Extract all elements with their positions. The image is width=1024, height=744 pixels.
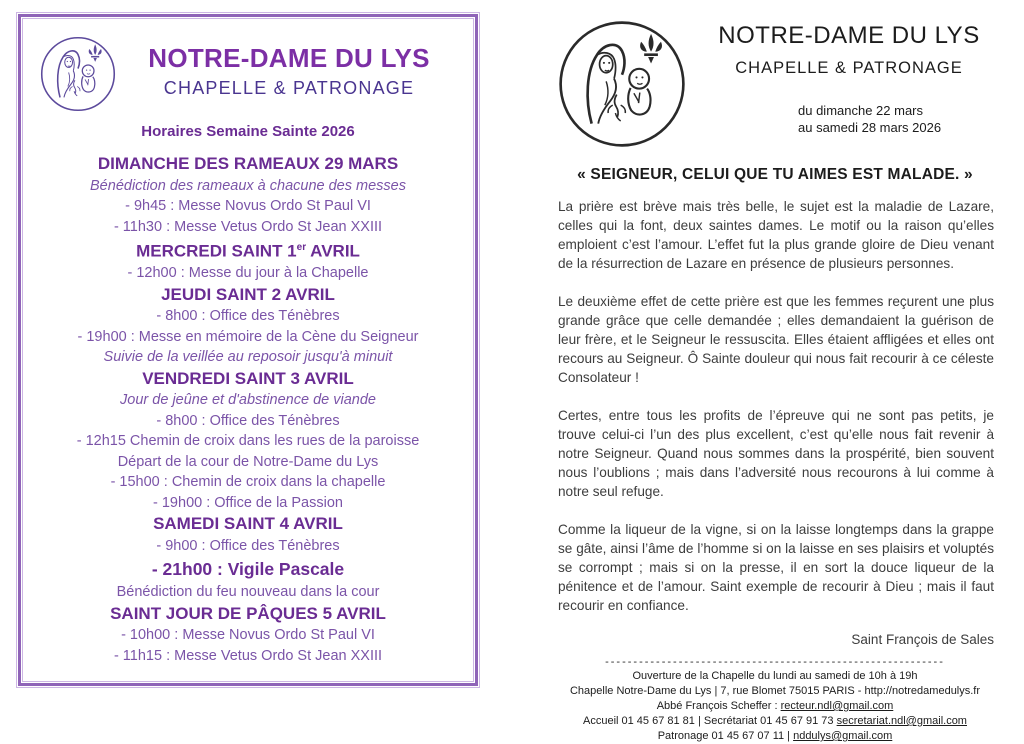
right-page-header bbox=[540, 8, 1010, 150]
schedule-row: Bénédiction des rameaux à chacune des messes bbox=[90, 177, 406, 194]
left-title-block bbox=[117, 35, 461, 99]
body-paragraph: La prière est brève mais très belle, le sujet est la maladie de Lazare, celles qui la font, deux saintes dames. Le motif ou la raison qu’elles emploient c’est l’amour. L’effet fut la plus grande gloire de Dieu venant de la résurrection de Lazare en présence de plusieurs personnes. bbox=[558, 199, 994, 271]
body-paragraph: Le deuxième effet de cette prière est que les femmes reçurent une plus grande grâce que celle demandée ; elles demandaient la guérison de leur frère, et le Seigneur le ressuscita. Elles étaient affligées et elles ont recours au Seigneur. Ô Sainte douleur qui nous fait recourir à ce céleste Consolateur ! bbox=[558, 294, 994, 385]
email-link[interactable]: recteur.ndl@gmail.com bbox=[780, 700, 894, 712]
schedule-row: MERCREDI SAINT 1er AVRIL bbox=[136, 241, 360, 261]
footer-text: Abbé François Scheffer : bbox=[656, 700, 781, 712]
right-title-block bbox=[688, 8, 1010, 136]
footer-text: Accueil 01 45 67 81 81 | Secrétariat 01 45 67 91 73 bbox=[583, 715, 837, 727]
date-line-2: au samedi 28 mars 2026 bbox=[798, 120, 942, 135]
schedule-row: SAMEDI SAINT 4 AVRIL bbox=[153, 514, 343, 534]
schedule-row: Départ de la cour de Notre-Dame du Lys bbox=[117, 453, 379, 470]
right-body bbox=[558, 197, 994, 615]
schedule-row: - 10h00 : Messe Novus Ordo St Paul VI bbox=[121, 627, 375, 644]
schedule-row: - 9h00 : Office des Ténèbres bbox=[156, 537, 340, 554]
schedule-row: - 8h00 : Office des Ténèbres bbox=[156, 308, 340, 325]
left-page bbox=[18, 14, 478, 686]
schedule-row: - 8h00 : Office des Ténèbres bbox=[156, 412, 340, 429]
right-page bbox=[540, 8, 1010, 742]
footer-line bbox=[540, 714, 1010, 729]
schedule-row: - 11h30 : Messe Vetus Ordo St Jean XXIII bbox=[113, 218, 383, 235]
schedule-row: Bénédiction du feu nouveau dans la cour bbox=[116, 584, 380, 601]
email-link[interactable]: nddulys@gmail.com bbox=[793, 730, 893, 742]
body-paragraph: Certes, entre tous les profits de l’épreuve qui ne sont pas petits, je trouve celui-ci l’un des plus excellent, c’est qu’elle nous fait revenir à notre Seigneur. Quand nous sommes dans la prospérité, bien souvent nous l’oublions ; mais dans l’adversité nous recourons à lui comme à notre seul refuge. bbox=[558, 408, 994, 499]
left-page-subtitle: CHAPELLE & PATRONAGE bbox=[163, 78, 415, 98]
right-page-title: NOTRE-DAME DU LYS bbox=[718, 22, 980, 49]
notre-dame-du-lys-logo-icon bbox=[556, 18, 688, 150]
footer-text: Patronage 01 45 67 07 11 | bbox=[657, 730, 794, 742]
schedule-row: - 19h00 : Messe en mémoire de la Cène du Seigneur bbox=[77, 328, 419, 345]
footer-line bbox=[540, 684, 1010, 699]
schedule-row: Suivie de la veillée au reposoir jusqu'à minuit bbox=[103, 349, 393, 366]
section-title: Horaires Semaine Sainte 2026 bbox=[141, 123, 355, 140]
schedule-row: - 15h00 : Chemin de croix dans la chapelle bbox=[110, 474, 386, 491]
headline: « SEIGNEUR, CELUI QUE TU AIMES EST MALADE. » bbox=[577, 166, 973, 183]
right-page-subtitle: CHAPELLE & PATRONAGE bbox=[735, 59, 963, 77]
schedule-row: JEUDI SAINT 2 AVRIL bbox=[161, 284, 335, 304]
notre-dame-du-lys-logo-icon bbox=[39, 35, 117, 113]
body-paragraph: Comme la liqueur de la vigne, si on la laisse longtemps dans la grappe se gâte, ainsi l’âme de l’homme si on la laisse en ses plaisirs et voluptés se corrompt ; mais si on la presse, il en sort la douce liqueur de la pénitence et de l’amour. Saint exemple de recourir à Dieu ; mais il faut recourir en confiance. bbox=[558, 522, 994, 613]
schedule-row: - 11h15 : Messe Vetus Ordo St Jean XXIII bbox=[113, 647, 383, 664]
date-range bbox=[798, 102, 941, 136]
dashed-separator: ------------------------------------------------------------ bbox=[605, 656, 945, 668]
left-page-title: NOTRE-DAME DU LYS bbox=[148, 43, 430, 73]
schedule-row: SAINT JOUR DE PÂQUES 5 AVRIL bbox=[110, 603, 386, 623]
attribution: Saint François de Sales bbox=[851, 632, 994, 647]
schedule-row: DIMANCHE DES RAMEAUX 29 MARS bbox=[97, 154, 399, 173]
footer-line bbox=[540, 669, 1010, 684]
schedule-row: Jour de jeûne et d'abstinence de viande bbox=[120, 392, 376, 409]
footer-line bbox=[540, 729, 1010, 744]
email-link[interactable]: secretariat.ndl@gmail.com bbox=[836, 715, 967, 727]
schedule-row: VENDREDI SAINT 3 AVRIL bbox=[142, 368, 354, 388]
footer-line bbox=[540, 699, 1010, 714]
footer-text: Ouverture de la Chapelle du lundi au samedi de 10h à 19h bbox=[632, 670, 918, 682]
schedule-row: - 12h15 Chemin de croix dans les rues de la paroisse bbox=[76, 433, 420, 450]
date-line-1: du dimanche 22 mars bbox=[798, 103, 924, 118]
schedule-row: - 21h00 : Vigile Pascale bbox=[151, 559, 345, 580]
schedule-row: - 9h45 : Messe Novus Ordo St Paul VI bbox=[125, 198, 371, 214]
footer-text: Chapelle Notre-Dame du Lys | 7, rue Blomet 75015 PARIS - http://notredamedulys.fr bbox=[569, 685, 981, 697]
schedule bbox=[21, 153, 475, 666]
left-page-header bbox=[21, 17, 475, 113]
schedule-row: - 12h00 : Messe du jour à la Chapelle bbox=[127, 265, 369, 282]
right-footer bbox=[540, 669, 1010, 744]
schedule-row: - 19h00 : Office de la Passion bbox=[153, 494, 343, 511]
